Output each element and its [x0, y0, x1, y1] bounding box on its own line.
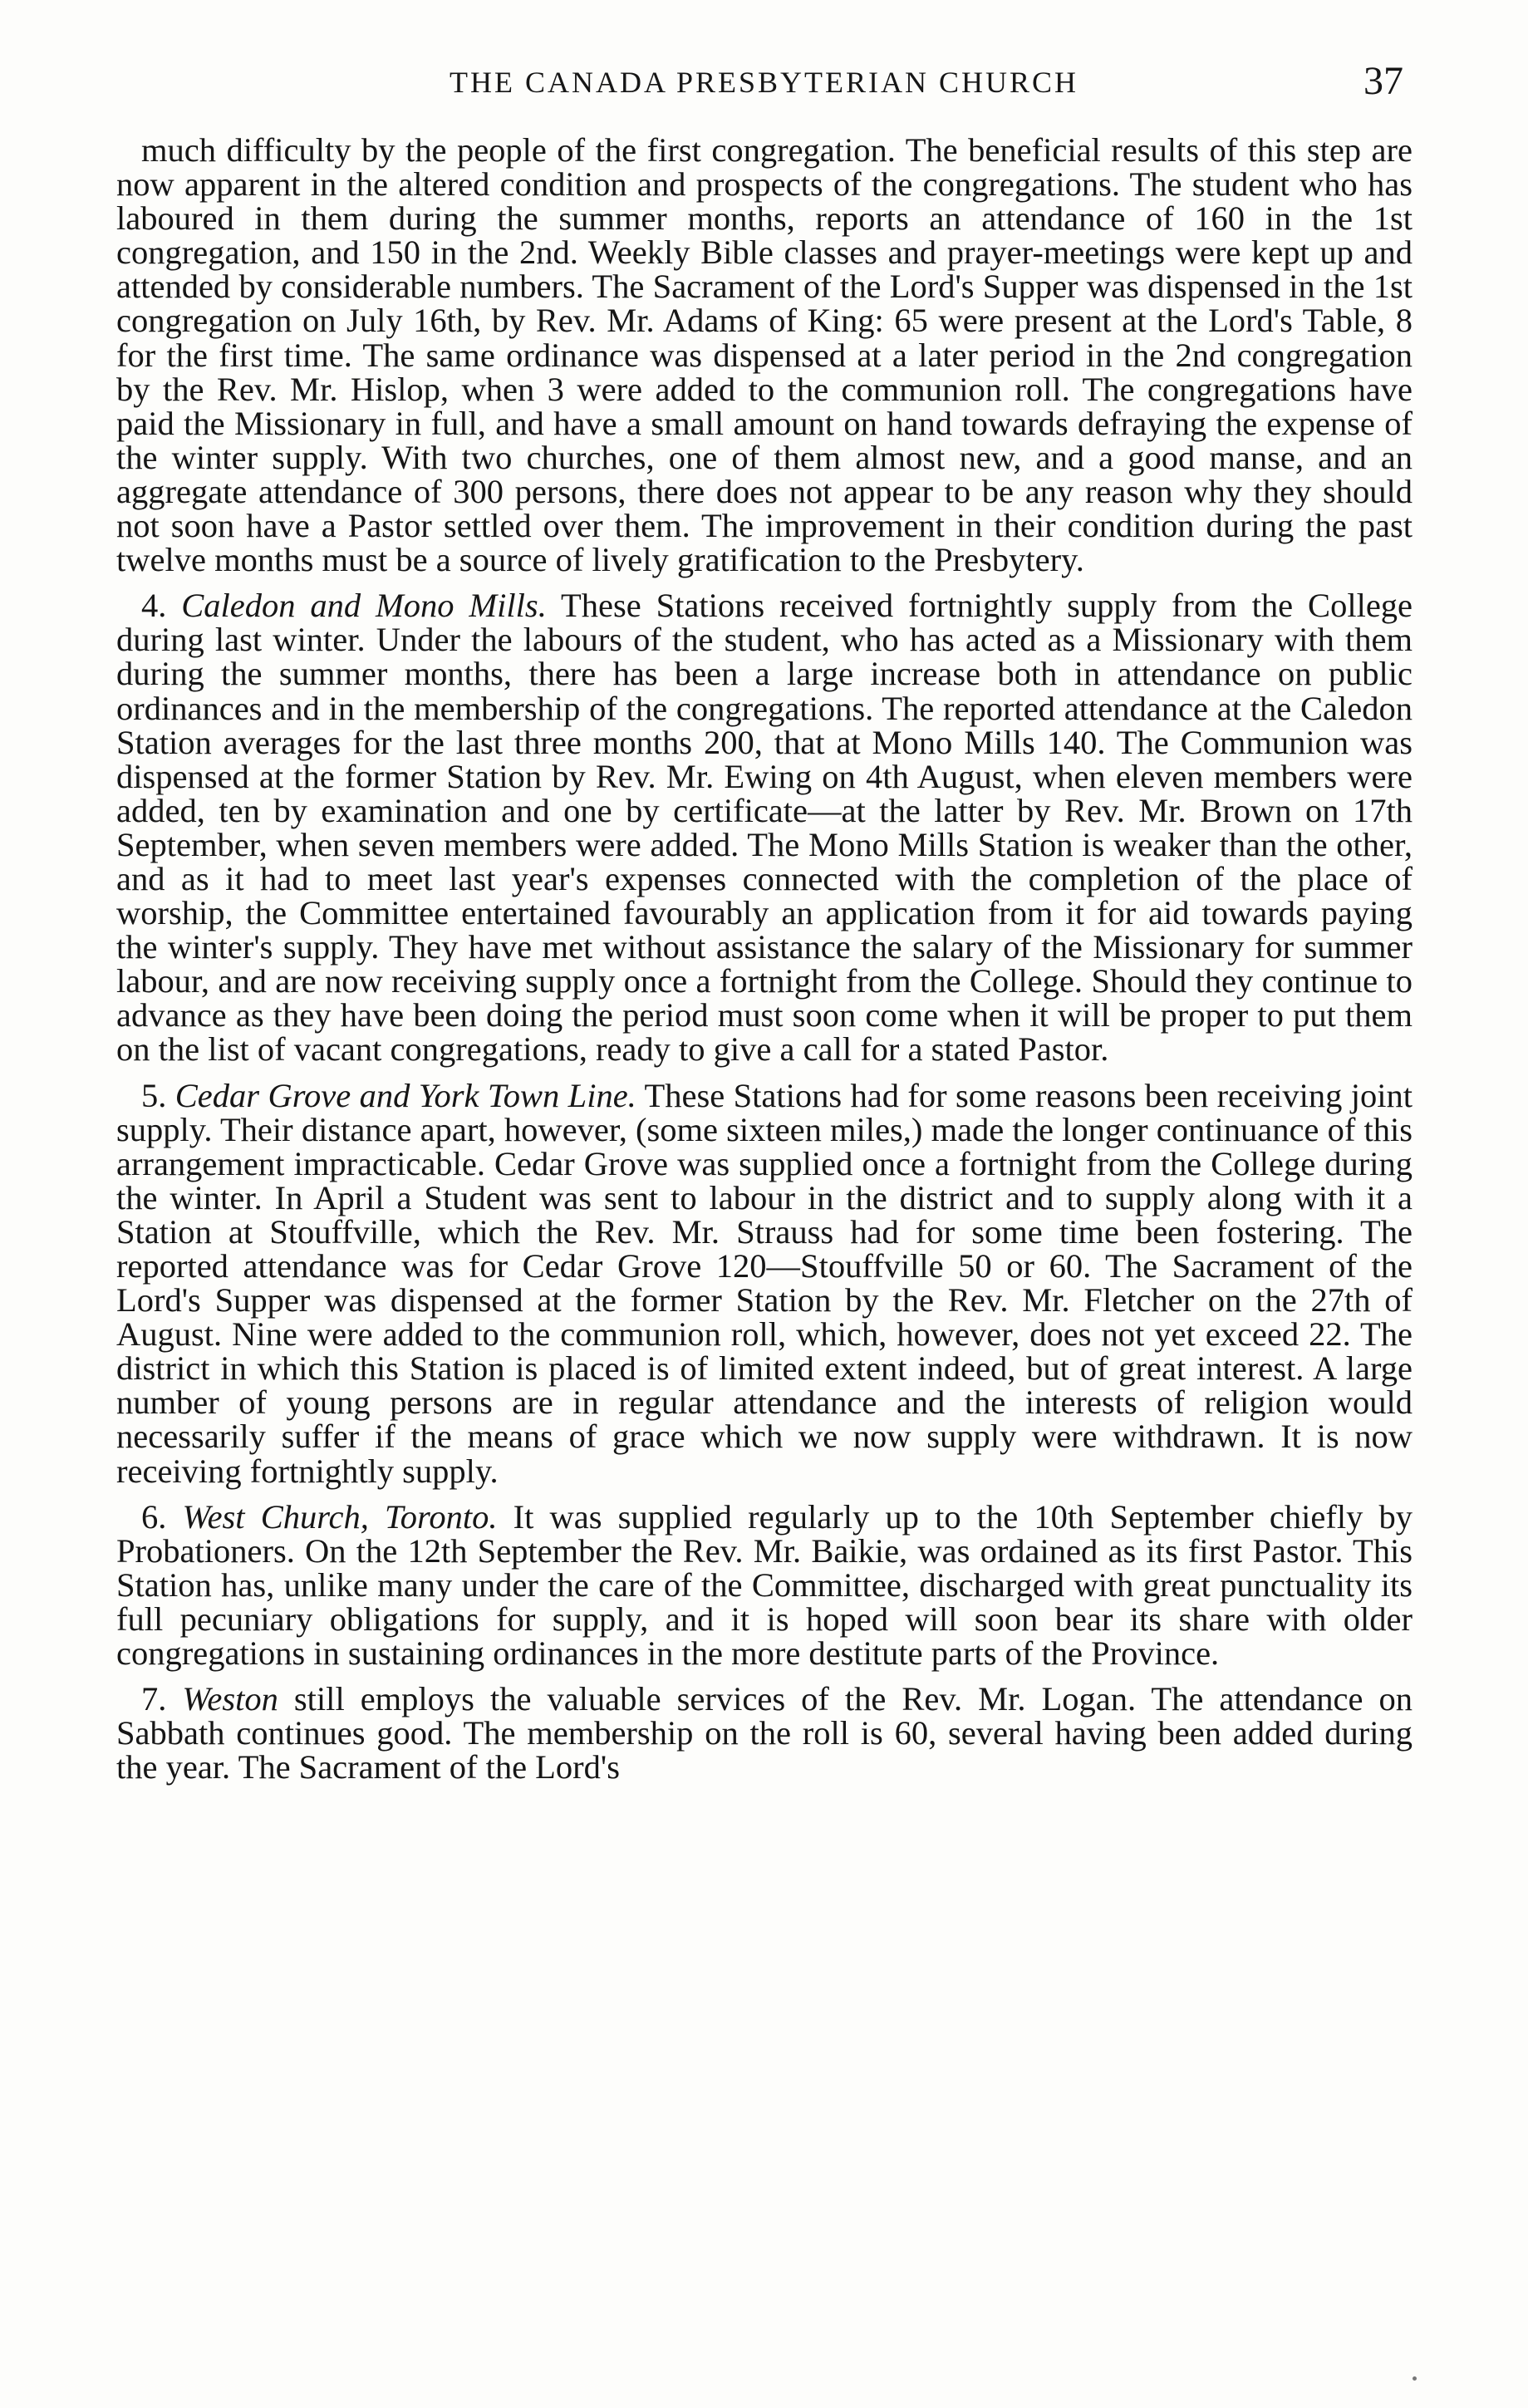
paragraph-caledon-mono-mills: [116, 587, 1413, 1069]
paragraph-heading: Caledon and Mono Mills.: [181, 587, 547, 625]
paragraph-heading: West Church, Toronto.: [182, 1497, 498, 1536]
paragraph-text: still employs the valuable services of the Rev. Mr. Logan. The attendance on Sabbath continues good. The membership on the roll is 60, several having been added during the year. The Sacrament of the Lord's: [116, 1680, 1413, 1786]
paragraph-number: 7.: [141, 1680, 167, 1718]
paragraph-text: These Stations received fortnightly supply from the College during last winter. Under the labours of the student, who has acted as a Missionary with them during the summer months, there has been a large increase both in attendance on public ordinances and in the membership of the congregations. The reported attendance at the Caledon Station averages for the last three months 200, that at Mono Mills 140. The Communion was dispensed at the former Station by Rev. Mr. Ewing on 4th August, when eleven members were added, ten by examination and one by certificate—at the latter by Rev. Mr. Brown on 17th September, when seven members were added. The Mono Mills Station is weaker than the other, and as it had to meet last year's expenses connected with the completion of the place of worship, the Committee entertained favourably an application from it for aid towards paying the winter's supply. They have met without assistance the salary of the Missionary for summer labour, and are now receiving supply once a fortnight from the College. Should they continue to advance as they have been doing the period must soon come when it will be proper to put them on the list of vacant congregations, ready to give a call for a stated Pastor.: [116, 587, 1413, 1069]
scan-speck: [1413, 2376, 1417, 2381]
running-head: [125, 58, 1403, 108]
paragraph-weston: [116, 1682, 1413, 1784]
paragraph-number: 6.: [141, 1497, 167, 1536]
paragraph-number: 4.: [141, 587, 167, 625]
body-text: [116, 133, 1413, 1796]
paragraph-west-church: [116, 1497, 1413, 1673]
paragraph-text: It was supplied regularly up to the 10th September chiefly by Probationers. On the 12th September the Rev. Mr. Baikie, was ordained as its first Pastor. This Station has, unlike many under the care of the Committee, discharged with great punctuality its full pecuniary obligations for supply, and it is hoped will soon bear its share with older congregations in sustaining ordinances in the more destitute parts of the Province.: [116, 1497, 1413, 1673]
paragraph-heading: Cedar Grove and York Town Line.: [174, 1076, 636, 1114]
running-title: THE CANADA PRESBYTERIAN CHURCH: [449, 66, 1079, 99]
paragraph-text: These Stations had for some reasons been receiving joint supply. Their distance apart, however, (some sixteen miles,) made the longer continuance of this arrangement impracticable. Cedar Grove was supplied once a fortnight from the College during the winter. In April a Student was sent to labour in the district and to supply along with it a Station at Stouffville, which the Rev. Mr. Strauss had for some time been fostering. The reported attendance was for Cedar Grove 120—Stouffville 50 or 60. The Sacrament of the Lord's Supper was dispensed at the former Station by the Rev. Mr. Fletcher on the 27th of August. Nine were added to the communion roll, which, however, does not yet exceed 22. The district in which this Station is placed is of limited extent indeed, but of great interest. A large number of young persons are in regular attendance and the interests of religion would necessarily suffer if the means of grace which we now supply were withdrawn. It is now receiving fortnightly supply.: [116, 1076, 1413, 1490]
paragraph-cedar-grove: [116, 1076, 1413, 1490]
paragraph-heading: Weston: [182, 1680, 278, 1718]
paragraph-number: 5.: [141, 1076, 167, 1114]
page-number: 37: [1363, 59, 1403, 103]
paragraph-text: much difficulty by the people of the first congregation. The beneficial results of this step are now apparent in the altered condition and prospects of the congregations. The student who has laboured in them during the summer months, reports an attendance of 160 in the 1st congregation, and 150 in the 2nd. Weekly Bible classes and prayer-meetings were kept up and attended by considerable numbers. The Sacrament of the Lord's Supper was dispensed in the 1st congregation on July 16th, by Rev. Mr. Adams of King: 65 were present at the Lord's Table, 8 for the first time. The same ordinance was dispensed at a later period in the 2nd congregation by the Rev. Mr. Hislop, when 3 were added to the communion roll. The congregations have paid the Missionary in full, and have a small amount on hand towards defraying the expense of the winter supply. With two churches, one of them almost new, and a good manse, and an aggregate attendance of 300 persons, there does not appear to be any reason why they should not soon have a Pastor settled over them. The improvement in their condition during the past twelve months must be a source of lively gratification to the Presbytery.: [116, 131, 1413, 579]
paragraph-continuation: [116, 133, 1413, 577]
